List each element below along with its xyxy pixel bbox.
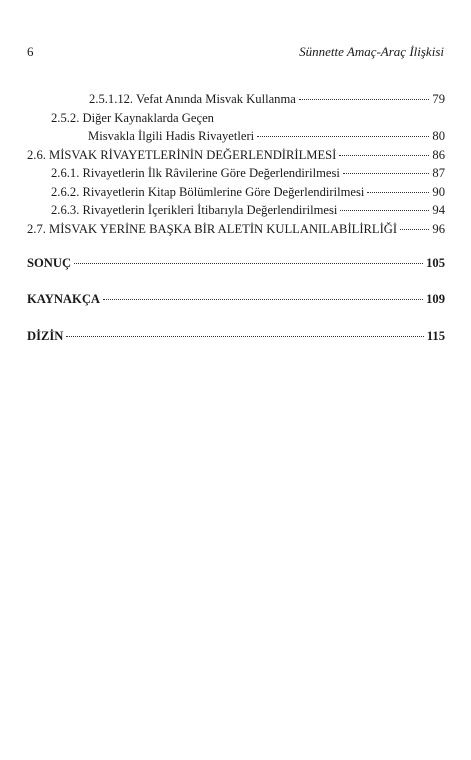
toc-entry-title: 2.5.2. Diğer Kaynaklarda Geçen (51, 110, 214, 125)
toc-entry-2-6-3[interactable] (27, 201, 445, 220)
toc-entry-page: 105 (426, 256, 445, 270)
dot-leader (367, 192, 429, 193)
toc-entry-2-7[interactable] (27, 220, 445, 239)
dot-leader (339, 155, 429, 156)
toc-entry-title: DİZİN (27, 329, 64, 343)
toc-entry-title: 2.7. MİSVAK YERİNE BAŞKA BİR ALETİN KULLANILABİLİRLİĞİ (27, 221, 398, 236)
toc-entry-title: 2.6. MİSVAK RİVAYETLERİNİN DEĞERLENDİRİLMESİ (27, 147, 337, 162)
toc-entry-page: 86 (432, 147, 445, 162)
toc-entry-page: 90 (432, 184, 445, 199)
dot-leader (343, 173, 430, 174)
toc-entry-title: 2.6.3. Rivayetlerin İçerikleri İtibarıyla Değerlendirilmesi (51, 203, 338, 217)
toc-entry-page: 96 (432, 221, 445, 236)
page-number: 6 (27, 44, 34, 59)
toc-entry-2-6-1[interactable] (27, 164, 445, 183)
toc-entry-2-5-1-12[interactable] (27, 90, 445, 109)
dot-leader (299, 99, 430, 100)
toc-entry-page: 79 (432, 92, 445, 106)
toc-entry-title: KAYNAKÇA (27, 292, 101, 306)
dot-leader (66, 336, 423, 337)
toc-entry-page: 87 (432, 166, 445, 180)
toc-entry-sonuc[interactable] (27, 253, 445, 273)
toc-entry-2-6[interactable] (27, 146, 445, 165)
toc-entry-page: 94 (432, 203, 445, 217)
dot-leader (74, 263, 423, 264)
toc-entry-title: SONUÇ (27, 256, 72, 270)
dot-leader (400, 229, 429, 230)
toc-entry-page: 80 (432, 129, 445, 143)
toc-entry-dizin[interactable] (27, 326, 445, 346)
dot-leader (340, 210, 429, 211)
toc-entry-title: 2.6.2. Rivayetlerin Kitap Bölümlerine Göre Değerlendirilmesi (51, 184, 365, 199)
toc-entry-2-5-2[interactable] (27, 109, 445, 128)
table-of-contents (27, 90, 445, 346)
running-title: Sünnette Amaç-Araç İlişkisi (299, 44, 444, 59)
toc-entry-2-5-2-continued[interactable] (27, 127, 445, 146)
toc-entry-title: Misvakla İlgili Hadis Rivayetleri (88, 129, 255, 143)
toc-entry-2-6-2[interactable] (27, 183, 445, 202)
toc-entry-title: 2.5.1.12. Vefat Anında Misvak Kullanma (89, 92, 296, 106)
toc-entry-page: 115 (426, 329, 445, 343)
dot-leader (257, 136, 429, 137)
dot-leader (103, 299, 423, 300)
toc-entry-title: 2.6.1. Rivayetlerin İlk Râvilerine Göre Değerlendirilmesi (51, 166, 340, 180)
toc-entry-kaynakca[interactable] (27, 289, 445, 309)
page-header (27, 44, 444, 62)
toc-entry-page: 109 (426, 292, 445, 306)
